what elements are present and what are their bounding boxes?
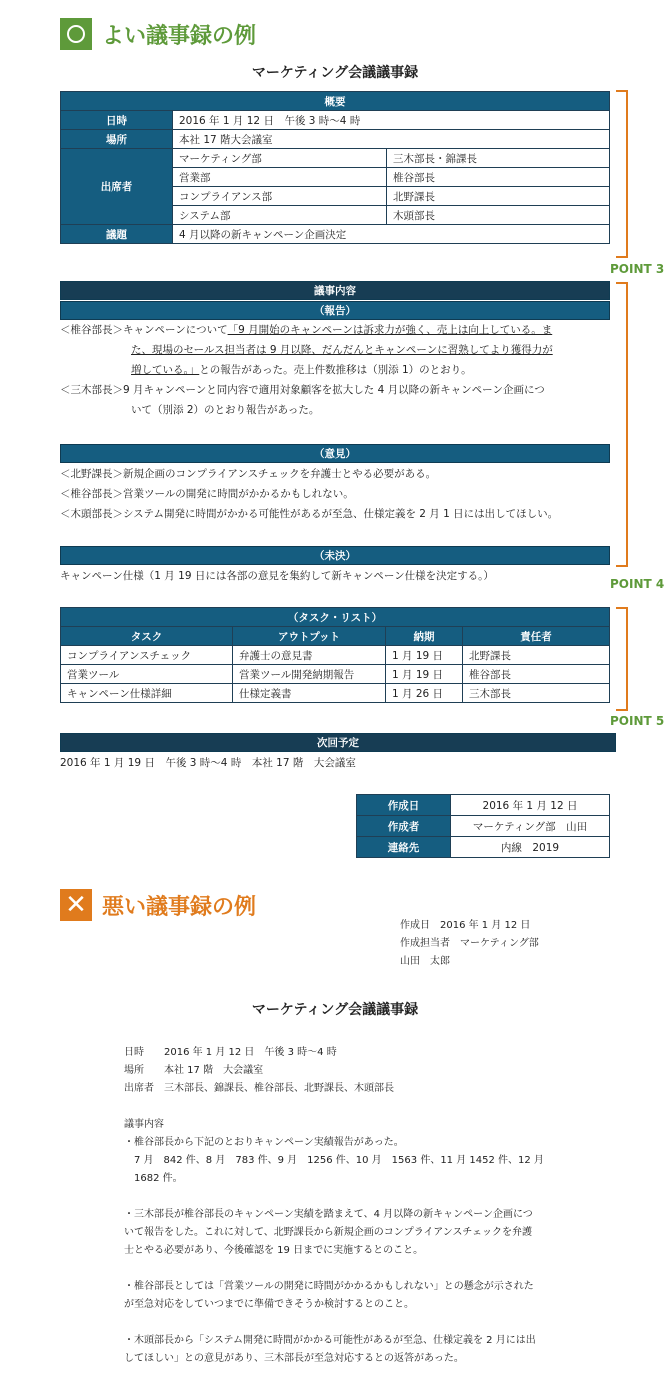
bad-doc-title: マーケティング会議議事録 [251,1002,419,1018]
report-section: ＜椎谷部長＞キャンペーンについて「9 月開始のキャンペーンは訴求力が強く、売上は向上している。ま た、現場のセールス担当者は 9 月以降、だんだんとキャンペーンに習熟してより獲得力が 増している。」との報告があった。売上件数推移は（別添 1）のとおり。 ＜三木部長＞9 月キャンペーンと同内容で適用対象顧客を拡大した 4 月以降の新キャンペーン企画につ いて（別添 2）のとおり報告があった。 [60,320,620,420]
opinion-item: ＜北野課長＞新規企画のコンプライアンスチェックを弁護士とやる必要がある。 [60,468,437,480]
report-item: いて（別添 2）のとおり報告があった。 [131,404,320,416]
agenda-label: 議題 [61,225,173,244]
opinion-header: （意見） [60,444,610,463]
attendee-names: 北野課長 [387,187,610,206]
bad-info: 日時 2016 年 1 月 12 日 午後 3 時〜4 時 場所 本社 17 階 大会議室 出席者 三木部長、錦課長、椎谷部長、北野課長、木頭部長 [124,1047,394,1094]
opinion-item: ＜椎谷部長＞営業ツールの開発に時間がかかるかもしれない。 [60,488,354,500]
attendee-dept: コンプライアンス部 [173,187,387,206]
table-row: キャンペーン仕様詳細 仕様定義書 1 月 26 日 三木部長 [61,684,610,703]
attendee-names: 木頭部長 [387,206,610,225]
undecided-text: キャンペーン仕様（1 月 19 日には各部の意見を集約して新キャンペーン仕様を決定する。） [60,570,494,582]
bad-meta: 作成日 2016 年 1 月 12 日 作成担当者 マーケティング部 山田 太郎 [400,920,539,967]
attendee-dept: システム部 [173,206,387,225]
cross-icon: ✕ [60,889,92,921]
point3-bracket [616,90,628,258]
attendee-dept: マーケティング部 [173,149,387,168]
opinion-section [60,464,620,524]
point4-label: POINT 4 [610,577,665,591]
column-header: アウトプット [233,627,386,646]
point5-label: POINT 5 [610,714,665,728]
attendee-dept: 営業部 [173,168,387,187]
good-doc-title: マーケティング会議議事録 [251,65,419,81]
circle-icon [60,18,92,50]
bad-example-heading: ✕ 悪い議事録の例 [60,889,256,921]
point4-bracket [616,282,628,567]
opinion-item: ＜木頭部長＞システム開発に時間がかかる可能性があるが至急、仕様定義を 2 月 1 日には出してほしい。 [60,508,559,520]
agenda-value: 4 月以降の新キャンペーン企画決定 [173,225,610,244]
place-value: 本社 17 階大会議室 [173,130,610,149]
bad-content: 議事内容 ・椎谷部長から下記のとおりキャンペーン実績報告があった。 7 月 842 件、8 月 783 件、9 月 1256 件、10 月 1563 件、11 月 1452 件、12 月 1682 件。 ・三木部長が椎谷部長のキャンペーン実績を踏まえて、4 月以降の新キャンペーン企画につ いて報告をした。これに対して、北野課長から新規企画のコンプライアンスチェックを弁護 士とやる必要があり、今後確認を 19 日までに実施するとのこと。 ・椎谷部長としては「営業ツールの開発に時間がかかるかもしれない」との懸念が示された が至急対応をしていつまでに準備できそうか検討するとのこと。 ・木頭部長から「システム開発に時間がかかる可能性があるが至急、仕様定義を 2 月には出 してほしい」との意見があり、三木部長が至急対応するとの返答があった。 [124,1119,544,1364]
report-item: ＜三木部長＞9 月キャンペーンと同内容で適用対象顧客を拡大した 4 月以降の新キャンペーン企画につ [60,384,545,396]
report-header: （報告） [60,301,610,320]
summary-header: 概要 [61,92,610,111]
point5-bracket [616,607,628,711]
summary-table [60,91,610,244]
table-row: コンプライアンスチェック 弁護士の意見書 1 月 19 日 北野課長 [61,646,610,665]
good-example-heading: よい議事録の例 [60,18,256,50]
undecided-header: （未決） [60,546,610,565]
author-table: 作成日 2016 年 1 月 12 日 作成者 マーケティング部 山田 連絡先 内線 2019 [356,794,610,858]
attendee-names: 椎谷部長 [387,168,610,187]
content-header: 議事内容 [60,281,610,300]
column-header: 納期 [386,627,463,646]
next-meeting-text: 2016 年 1 月 19 日 午後 3 時〜4 時 本社 17 階 大会議室 [60,757,356,769]
attendee-names: 三木部長・錦課長 [387,149,610,168]
column-header: タスク [61,627,233,646]
attendees-label: 出席者 [61,149,173,225]
task-list-header: （タスク・リスト） [61,608,610,627]
date-label: 日時 [61,111,173,130]
next-meeting-header: 次回予定 [60,733,616,752]
column-header: 責任者 [463,627,610,646]
place-label: 場所 [61,130,173,149]
point3-label: POINT 3 [610,262,665,276]
table-row: 営業ツール 営業ツール開発納期報告 1 月 19 日 椎谷部長 [61,665,610,684]
task-table [60,607,610,703]
date-value: 2016 年 1 月 12 日 午後 3 時〜4 時 [173,111,610,130]
